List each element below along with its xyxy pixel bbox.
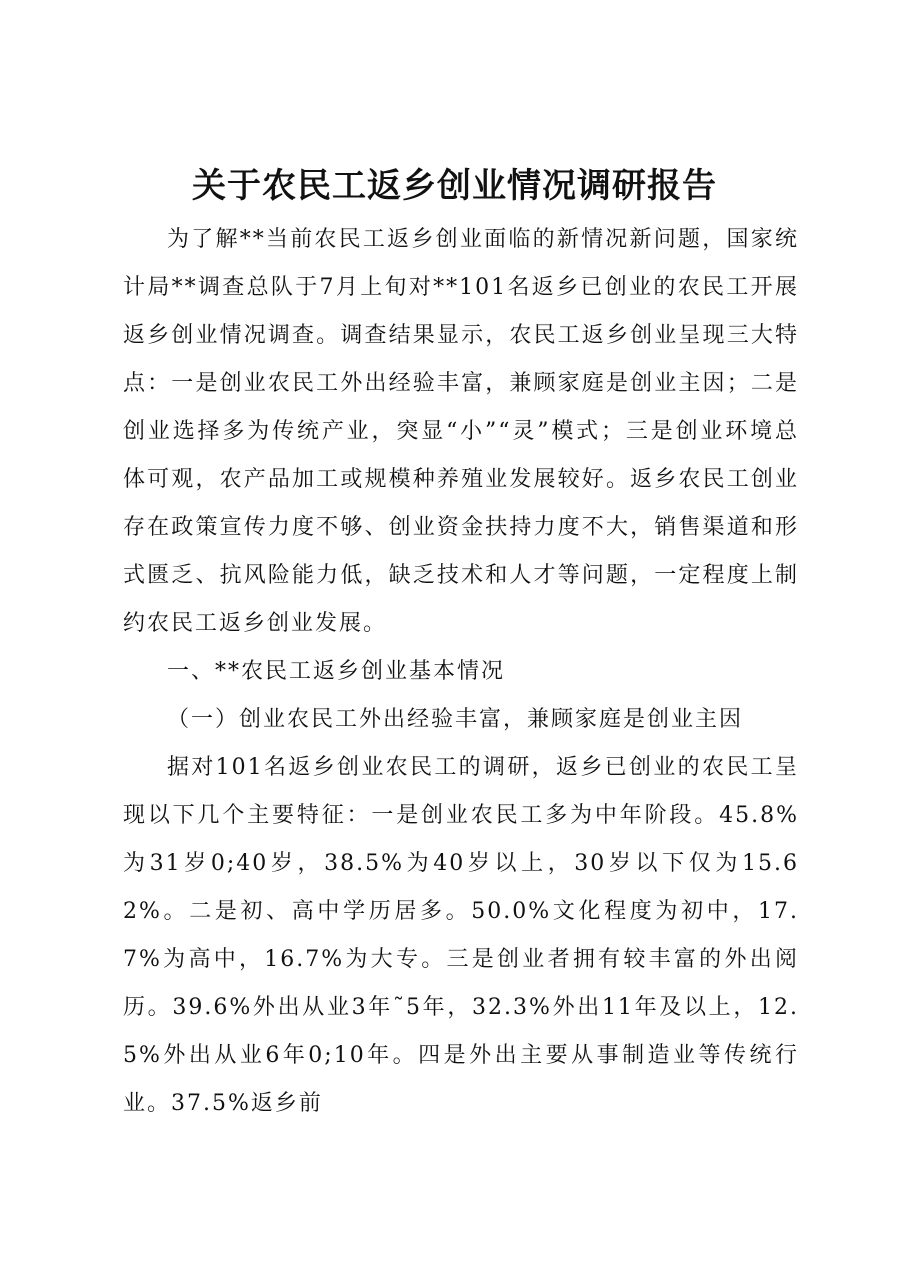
subsection-heading: （一）创业农民工外出经验丰富，兼顾家庭是创业主因 [167, 707, 744, 732]
section-heading: 一、**农民工返乡创业基本情况 [167, 659, 506, 684]
body-paragraph: 据对101名返乡创业农民工的调研，返乡已创业的农民工呈现以下几个主要特征：一是创业农民工多为中年阶段。45.8%为31岁0;40岁，38.5%为40岁以上，30岁以下仅为15.62%。二是初、高中学历居多。50.0%文化程度为初中，17.7%为高中，16.7%为大专。三是创业者拥有较丰富的外出阅历。39.6%外出从业3年˜5年，32.3%外出11年及以上，12.5%外出从业6年0;10年。四是外出主要从事制造业等传统行业。37.5%返乡前 [123, 755, 799, 1116]
document-body [123, 216, 799, 1128]
document-title: 关于农民工返乡创业情况调研报告 [192, 166, 717, 206]
intro-paragraph: 为了解**当前农民工返乡创业面临的新情况新问题，国家统计局**调查总队于7月上旬对**101名返乡已创业的农民工开展返乡创业情况调查。调查结果显示，农民工返乡创业呈现三大特点：一是创业农民工外出经验丰富，兼顾家庭是创业主因；二是创业选择多为传统产业，突显“小”“灵”模式；三是创业环境总体可观，农产品加工或规模种养殖业发展较好。返乡农民工创业存在政策宣传力度不够、创业资金扶持力度不大，销售渠道和形式匮乏、抗风险能力低，缺乏技术和人才等问题，一定程度上制约农民工返乡创业发展。 [123, 227, 799, 636]
